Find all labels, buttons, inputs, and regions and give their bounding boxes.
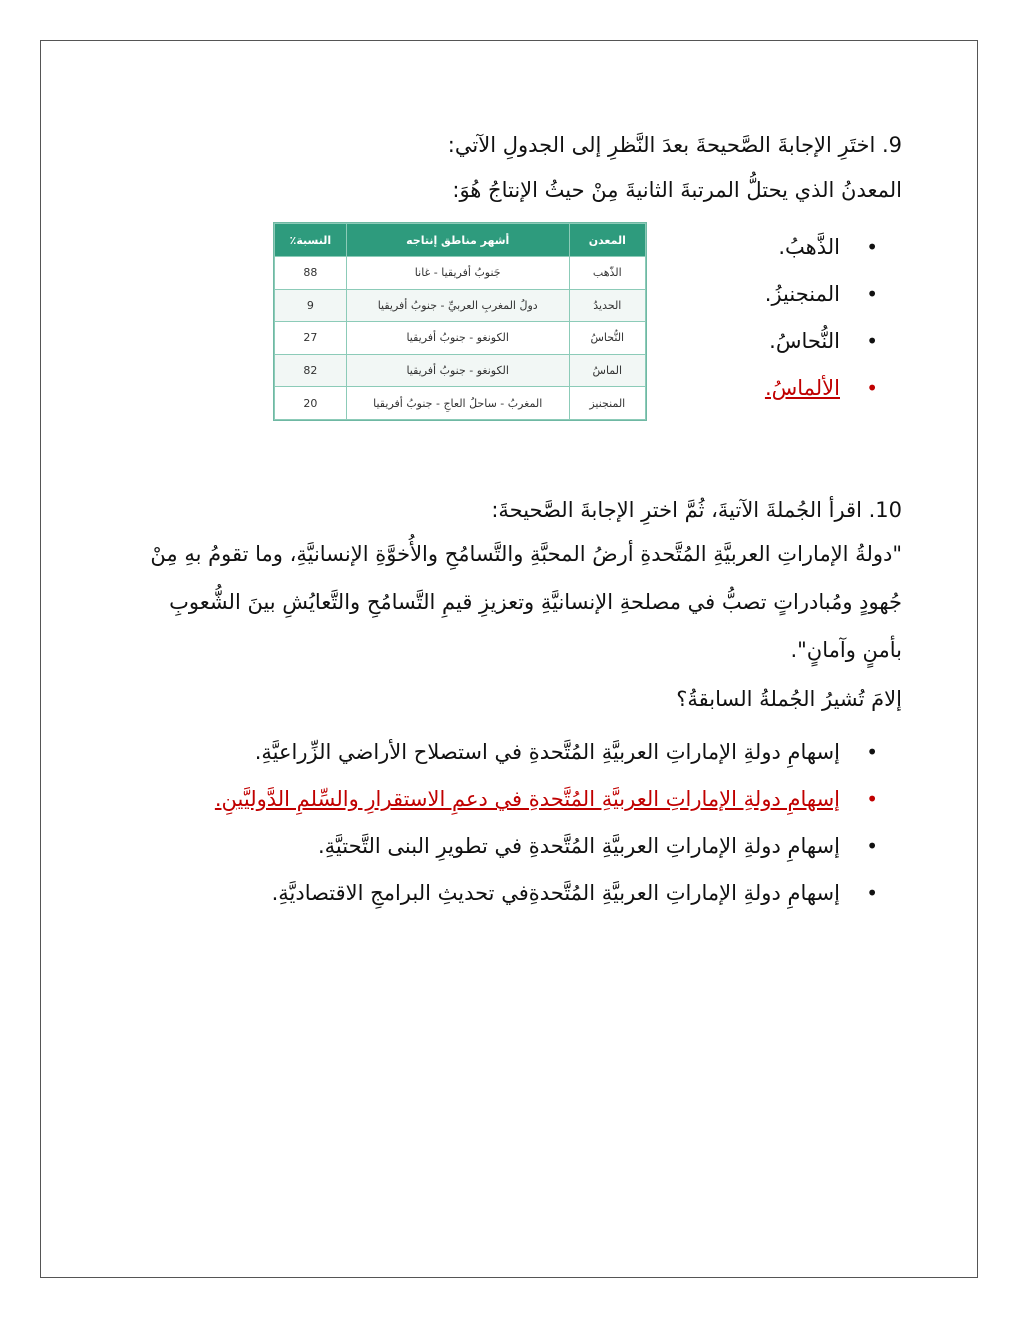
cell-regions: الكونغو - جنوبُ أفريقيا (346, 354, 569, 387)
q9-option-3[interactable] (765, 318, 878, 365)
cell-metal: النُّحاسُ (569, 322, 645, 355)
q10-option-1[interactable] (215, 729, 878, 776)
q9-prompt: المعدنُ الذي يحتلُّ المرتبةَ الثانيةَ مِنْ حيثُ الإنتاجُ هُوَ: (452, 178, 902, 202)
q10-passage: "دولةُ الإماراتِ العربيَّةِ المُتَّحدةِ أرضُ المحبَّةِ والتَّسامُحِ والأُخوَّةِ الإنسانيَّةِ، وما تقومُ بهِ مِنْ جُهودٍ ومُبادراتٍ تصبُّ في مصلحةِ الإنسانيَّةِ وتعزيزِ قيمِ التَّسامُحِ والتَّعايُشِ بينَ الشُّعوبِ بأمنٍ وآمانٍ". (150, 542, 902, 662)
q9-option-2[interactable] (764, 271, 878, 318)
q9-options (764, 224, 878, 412)
table-row (275, 387, 646, 420)
cell-regions: دولُ المغربِ العربيِّ - جنوبُ أفريقيا (346, 289, 569, 322)
cell-percent: 20 (275, 387, 347, 420)
bullet-icon: • (866, 376, 878, 400)
q10-options (214, 729, 878, 917)
option-label: إسهامِ دولةِ الإماراتِ العربيَّةِ المُتَّحدةِ في تطويرِ البنى التَّحتيَّةِ. (318, 834, 840, 858)
table-row (275, 322, 646, 355)
table-row (275, 354, 646, 387)
bullet-icon: • (866, 787, 878, 811)
cell-percent: 27 (275, 322, 347, 355)
option-label: إسهامِ دولةِ الإماراتِ العربيَّةِ المُتَّحدةِفي تحديثِ البرامجِ الاقتصاديَّةِ. (271, 881, 840, 905)
option-label: إسهامِ دولةِ الإماراتِ العربيَّةِ المُتَّحدةِ في استصلاح الأراضي الزِّراعيَّةِ. (254, 740, 840, 764)
cell-metal: الماسُ (569, 354, 645, 387)
cell-percent: 82 (275, 354, 347, 387)
option-label: إسهامِ دولةِ الإماراتِ العربيَّةِ المُتَّحدةِ في دعمِ الاستقرارِ والسِّلمِ الدَّوليَّينِ. (214, 787, 840, 811)
option-label: الألماسُ. (764, 376, 840, 400)
cell-regions: جَنوبُ أفريقيا - غانا (346, 257, 569, 290)
header-percent: النسبة٪ (275, 224, 347, 257)
option-label: المنجنيزُ. (764, 282, 840, 306)
bullet-icon: • (866, 282, 878, 306)
bullet-icon: • (866, 881, 878, 905)
q9-option-4-correct[interactable] (764, 365, 878, 412)
bullet-icon: • (866, 235, 878, 259)
header-metal: المعدن (569, 224, 645, 257)
option-label: الذَّهبُ. (778, 235, 840, 259)
q10-option-3[interactable] (215, 823, 878, 870)
q10-option-4[interactable] (215, 870, 878, 917)
metals-table (273, 222, 647, 421)
bullet-icon: • (866, 329, 878, 353)
option-label: النُّحاسُ. (769, 329, 840, 353)
cell-regions: المغربُ - ساحلُ العاجِ - جنوبُ أفريقيا (346, 387, 569, 420)
table-row (275, 257, 646, 290)
cell-percent: 88 (275, 257, 347, 290)
bullet-icon: • (866, 740, 878, 764)
header-regions: أشهر مناطق إنتاجه (346, 224, 569, 257)
cell-metal: الحديدُ (569, 289, 645, 322)
q9-option-1[interactable] (765, 224, 878, 271)
cell-percent: 9 (275, 289, 347, 322)
cell-regions: الكونغو - جنوبُ أفريقيا (346, 322, 569, 355)
table-row (275, 289, 646, 322)
q10-prompt: إلامَ تُشيرُ الجُملةُ السابقةُ؟ (676, 687, 902, 711)
cell-metal: الذّهب (569, 257, 645, 290)
q10-option-2-correct[interactable] (214, 776, 878, 823)
q10-title: 10. اقرأ الجُملةَ الآتيةَ، ثُمَّ اخترِ الإجابةَ الصَّحيحةَ: (491, 498, 902, 522)
cell-metal: المنجنيز (569, 387, 645, 420)
q9-title: 9. اختَرِ الإجابةَ الصَّحيحةَ بعدَ النَّظرِ إلى الجدولِ الآتي: (447, 133, 902, 157)
bullet-icon: • (866, 834, 878, 858)
